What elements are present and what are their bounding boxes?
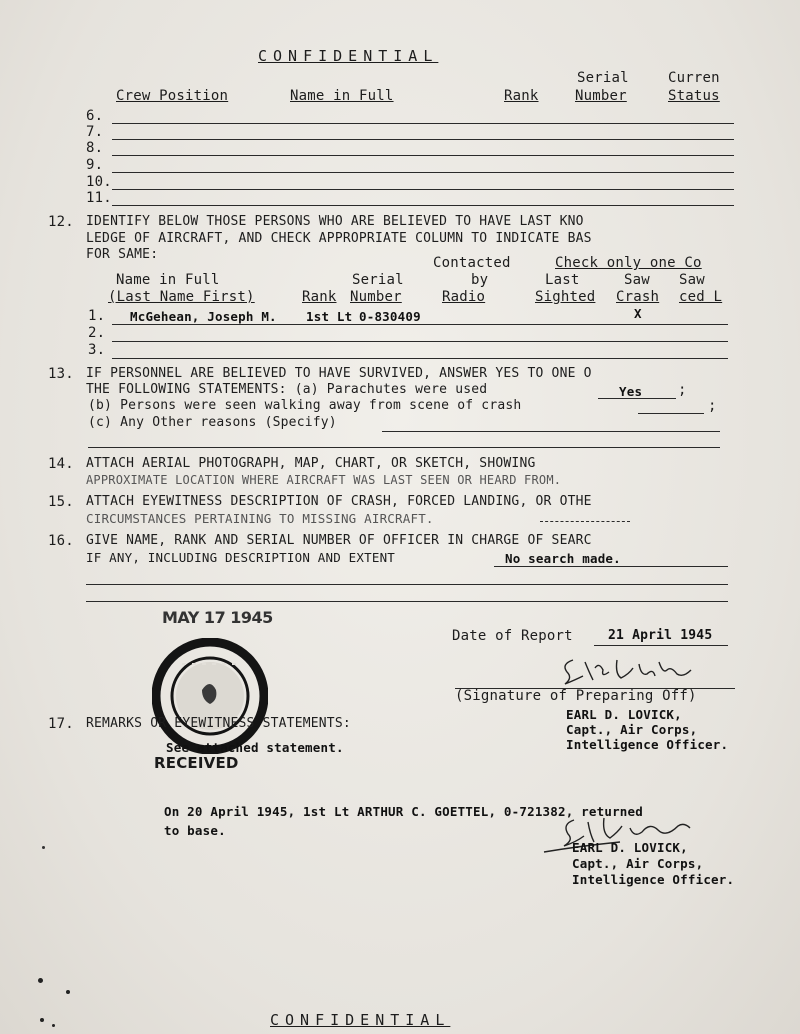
item12-text: FOR SAME: <box>86 247 159 262</box>
row-num: 11. <box>86 190 112 206</box>
item13-semicolon: ; <box>678 382 687 398</box>
item12-number: 12. <box>48 214 74 230</box>
blank-line <box>638 413 704 414</box>
remarks-text: See attached statement. <box>166 740 344 755</box>
col-serial-bottom: Number <box>575 88 627 104</box>
crew-rank: 1st Lt <box>306 309 353 324</box>
crew-serial: 0-830409 <box>359 309 421 324</box>
col-name: Name in Full <box>116 272 220 288</box>
col-saw-landed-top: Saw <box>679 272 705 288</box>
row-line <box>112 139 734 140</box>
row-line <box>112 189 734 190</box>
answer-parachutes: Yes <box>619 384 643 399</box>
item12-text: LEDGE OF AIRCRAFT, AND CHECK APPROPRIATE COLUMN TO INDICATE BAS <box>86 231 592 246</box>
row-line <box>112 341 728 342</box>
col-curren-bottom: Status <box>668 88 720 104</box>
blank-line <box>88 447 720 448</box>
row-line <box>112 155 734 156</box>
crew-name: McGehean, Joseph M. <box>130 309 277 324</box>
row-line <box>112 358 728 359</box>
col-name-in-full: Name in Full <box>290 88 394 104</box>
col-serial: Serial <box>352 272 404 288</box>
item15-text: CIRCUMSTANCES PERTAINING TO MISSING AIRCRAFT. <box>86 511 434 526</box>
speck <box>52 1024 55 1027</box>
note-text: On 20 April 1945, 1st Lt ARTHUR C. GOETTEL, 0-721382, returned <box>164 804 643 819</box>
row-num: 6. <box>86 108 104 124</box>
row-num: 3. <box>88 342 106 358</box>
signer-name: EARL D. LOVICK, <box>566 707 682 722</box>
search-answer: No search made. <box>505 551 621 566</box>
item15-number: 15. <box>48 494 74 510</box>
header-title: CONFIDENTIAL <box>258 47 439 65</box>
col-sighted: Sighted <box>535 289 596 305</box>
col-saw-crash-top: Saw <box>624 272 650 288</box>
col-serial-top: Serial <box>577 70 629 86</box>
received-stamp: RECEIVED <box>154 754 239 772</box>
crash-mark: X <box>634 306 642 321</box>
blank-line <box>86 584 728 585</box>
row-num: 9. <box>86 157 104 173</box>
speck <box>66 990 70 994</box>
blank-line <box>86 601 728 602</box>
row-num: 1. <box>88 308 106 324</box>
row-line <box>112 123 734 124</box>
signer-rank: Capt., Air Corps, <box>566 722 698 737</box>
item13-text: (c) Any Other reasons (Specify) <box>88 415 337 430</box>
item14-text: ATTACH AERIAL PHOTOGRAPH, MAP, CHART, OR SKETCH, SHOWING <box>86 456 536 471</box>
col-crew-position: Crew Position <box>116 88 229 104</box>
signature-label: (Signature of Preparing Off) <box>455 688 697 704</box>
speck <box>40 1018 44 1022</box>
signature <box>555 650 705 692</box>
item16-number: 16. <box>48 533 74 549</box>
col-name-sub: (Last Name First) <box>108 289 255 305</box>
col-check-only: Check only one Co <box>555 255 702 271</box>
item13-semicolon: ; <box>708 398 717 414</box>
item13-text: IF PERSONNEL ARE BELIEVED TO HAVE SURVIVED, ANSWER YES TO ONE O <box>86 366 592 381</box>
row-line <box>112 324 728 325</box>
item14-text: APPROXIMATE LOCATION WHERE AIRCRAFT WAS LAST SEEN OR HEARD FROM. <box>86 473 562 487</box>
item15-text: ATTACH EYEWITNESS DESCRIPTION OF CRASH, FORCED LANDING, OR OTHE <box>86 494 592 509</box>
col-by: by <box>471 272 489 288</box>
signature-line <box>455 688 735 689</box>
col-last: Last <box>545 272 580 288</box>
received-date-stamp: MAY 17 1945 <box>162 608 273 627</box>
speck <box>38 978 43 983</box>
signer-name: EARL D. LOVICK, <box>572 840 688 855</box>
row-line <box>112 172 734 173</box>
item16-text: GIVE NAME, RANK AND SERIAL NUMBER OF OFFICER IN CHARGE OF SEARC <box>86 533 592 548</box>
col-crash: Crash <box>616 289 660 305</box>
col-curren-top: Curren <box>668 70 720 86</box>
col-radio: Radio <box>442 289 486 305</box>
row-line <box>112 205 734 206</box>
report-date-label: Date of Report <box>452 628 573 644</box>
blank-line <box>382 431 720 432</box>
blank-line <box>598 398 676 399</box>
item13-text: (b) Persons were seen walking away from scene of crash <box>88 398 522 413</box>
footer-title: CONFIDENTIAL <box>270 1011 451 1029</box>
note-text: to base. <box>164 823 226 838</box>
blank-line <box>540 521 630 522</box>
signer-rank: Capt., Air Corps, <box>572 856 704 871</box>
item17-text: REMARKS OR EYEWITNESS STATEMENTS: <box>86 716 351 731</box>
col-number-12: Number <box>350 289 402 305</box>
item16-text: IF ANY, INCLUDING DESCRIPTION AND EXTENT <box>86 550 396 565</box>
row-num: 7. <box>86 124 104 140</box>
col-rank: Rank <box>504 88 539 104</box>
item17-number: 17. <box>48 716 74 732</box>
blank-line <box>594 645 728 646</box>
col-contacted: Contacted <box>433 255 511 271</box>
row-num: 10. <box>86 174 112 190</box>
blank-line <box>494 566 728 567</box>
row-num: 8. <box>86 140 104 156</box>
col-rank-12: Rank <box>302 289 337 305</box>
item13-text: THE FOLLOWING STATEMENTS: (a) Parachutes were used <box>86 382 488 397</box>
signer-title: Intelligence Officer. <box>572 872 735 887</box>
seal-stamp <box>152 638 268 754</box>
signer-title: Intelligence Officer. <box>566 737 729 752</box>
speck <box>42 846 45 849</box>
report-date-value: 21 April 1945 <box>608 628 713 643</box>
item12-text: IDENTIFY BELOW THOSE PERSONS WHO ARE BELIEVED TO HAVE LAST KNO <box>86 214 584 229</box>
row-num: 2. <box>88 325 106 341</box>
col-landed: ced L <box>679 289 723 305</box>
item13-number: 13. <box>48 366 74 382</box>
item14-number: 14. <box>48 456 74 472</box>
